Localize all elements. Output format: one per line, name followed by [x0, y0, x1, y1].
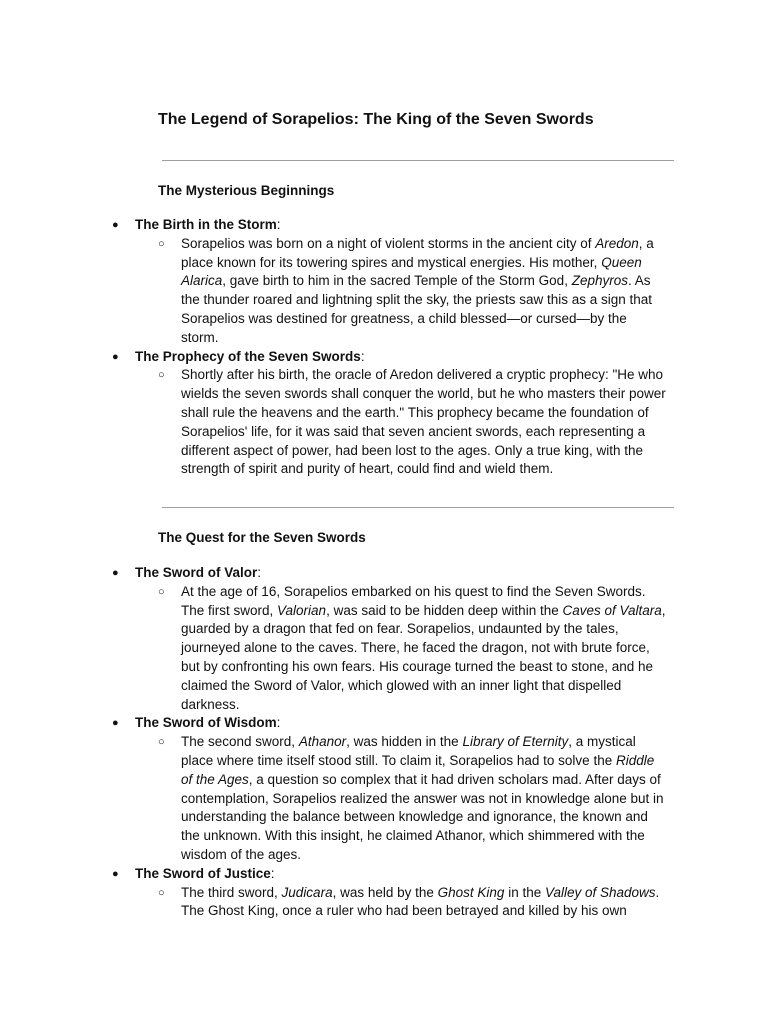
text-run: understanding the balance between knowledge and ignorance, the known and	[181, 809, 648, 825]
section-list	[0, 564, 768, 921]
list-item	[0, 216, 768, 235]
text-run: Sorapelios was destined for greatness, a child blessed—or cursed—by the	[181, 310, 627, 326]
emphasis-text: Alarica	[181, 273, 223, 289]
text-run: shall rule the heavens and the earth." This prophecy became the foundation of	[181, 404, 649, 420]
item-separator: :	[257, 565, 262, 580]
document-title: The Legend of Sorapelios: The King of the Seven Swords	[158, 111, 594, 128]
bullet-icon: ●	[112, 219, 119, 231]
text-run: place known for its towering spires and mystical energies. His mother,	[181, 254, 602, 270]
item-description	[181, 235, 686, 348]
text-run: guarded by a dragon that fed on fear. Sorapelios, undaunted by the tales,	[181, 621, 619, 637]
bullet-icon: ●	[112, 567, 119, 579]
text-run: The third sword,	[181, 884, 282, 900]
text-run: place where time itself stood still. To claim it, Sorapelios had to solve the	[181, 752, 616, 768]
text-run: wields the seven swords shall conquer the world, but he who masters their power	[181, 386, 666, 402]
section-heading: The Quest for the Seven Swords	[158, 530, 366, 545]
item-title: The Sword of Valor	[135, 565, 258, 580]
text-run: , a mystical	[568, 734, 636, 750]
sub-list-item	[0, 884, 768, 922]
text-run: but by confronting his own fears. His courage turned the beast to stone, and he	[181, 658, 654, 674]
section-list	[0, 216, 768, 479]
text-run: in the	[504, 884, 545, 900]
list-item	[0, 564, 768, 583]
text-run: .	[655, 884, 660, 900]
text-run: Sorapelios' life, for it was said that seven ancient swords, each representing a	[181, 423, 646, 439]
text-run: , a	[638, 235, 654, 251]
text-run: , a question so complex that it had driven scholars mad. After days of	[248, 771, 661, 787]
horizontal-rule	[162, 507, 674, 508]
text-run: journeyed alone to the caves. There, he faced the dragon, not with brute force,	[181, 640, 650, 656]
sub-bullet-icon: ○	[158, 585, 165, 598]
sub-bullet-icon: ○	[158, 736, 165, 749]
text-run: darkness.	[181, 696, 240, 712]
emphasis-text: Aredon	[595, 235, 639, 251]
sub-list-item	[0, 366, 768, 479]
emphasis-text: Library of Eternity	[462, 734, 569, 750]
text-run: claimed the Sword of Valor, which glowed with an inner light that dispelled	[181, 677, 622, 693]
item-separator: :	[360, 348, 365, 364]
text-run: strength of spirit and purity of heart, could find and wield them.	[181, 461, 554, 477]
text-run: storm.	[181, 329, 219, 345]
text-run: , was hidden in the	[346, 734, 463, 750]
text-run: The Ghost King, once a ruler who had been betrayed and killed by his own	[181, 903, 627, 919]
text-run: ,	[661, 602, 666, 618]
emphasis-text: Caves of Valtara	[562, 602, 662, 618]
emphasis-text: Riddle	[615, 752, 655, 768]
text-run: The second sword,	[181, 734, 299, 750]
list-item	[0, 714, 768, 733]
text-run: different aspect of power, had been lost to the ages. Only a true king, with the	[181, 442, 644, 458]
item-title: The Birth in the Storm	[135, 217, 277, 232]
item-title: The Sword of Wisdom	[135, 715, 277, 731]
item-title: The Prophecy of the Seven Swords	[135, 348, 361, 364]
item-separator: :	[276, 217, 281, 232]
text-run: wisdom of the ages.	[181, 846, 302, 862]
text-run: the thunder roared and lightning split the sky, the priests saw this as a sign that	[181, 292, 653, 308]
text-run: . As	[627, 273, 651, 289]
text-run: At the age of 16, Sorapelios embarked on his quest to find the Seven Swords.	[181, 583, 646, 599]
emphasis-text: Ghost King	[437, 884, 505, 900]
emphasis-text: of the Ages	[181, 771, 249, 787]
text-run: , was said to be hidden deep within the	[326, 602, 563, 618]
bullet-icon: ●	[112, 867, 119, 880]
item-description	[181, 583, 686, 715]
horizontal-rule	[162, 160, 674, 161]
emphasis-text: Queen	[601, 254, 642, 270]
emphasis-text: Judicara	[281, 884, 333, 900]
sub-bullet-icon: ○	[158, 237, 165, 250]
emphasis-text: Valley of Shadows	[544, 884, 656, 900]
sub-list-item	[0, 733, 768, 865]
item-description	[181, 366, 686, 479]
item-title: The Sword of Justice	[135, 865, 271, 881]
item-description	[181, 884, 686, 922]
sub-list-item	[0, 235, 768, 348]
item-separator: :	[276, 715, 281, 731]
text-run: , was held by the	[332, 884, 438, 900]
list-item	[0, 348, 768, 367]
list-item	[0, 865, 768, 884]
bullet-icon: ●	[112, 350, 119, 363]
sub-bullet-icon: ○	[158, 369, 165, 382]
item-description	[181, 733, 686, 865]
sub-bullet-icon: ○	[158, 886, 165, 899]
text-run: contemplation, Sorapelios realized the answer was not in knowledge alone but in	[181, 790, 664, 806]
sub-list-item	[0, 583, 768, 715]
section-heading: The Mysterious Beginnings	[158, 183, 335, 198]
text-run: Shortly after his birth, the oracle of Aredon delivered a cryptic prophecy: "He who	[181, 367, 664, 383]
text-run: Sorapelios was born on a night of violent storms in the ancient city of	[181, 235, 596, 251]
text-run: The first sword,	[181, 602, 278, 618]
text-run: , gave birth to him in the sacred Temple of the Storm God,	[222, 273, 572, 289]
emphasis-text: Zephyros	[571, 273, 628, 289]
item-separator: :	[270, 865, 275, 881]
emphasis-text: Athanor	[298, 734, 347, 750]
emphasis-text: Valorian	[277, 602, 327, 618]
text-run: the unknown. With this insight, he claimed Athanor, which shimmered with the	[181, 828, 645, 844]
bullet-icon: ●	[112, 717, 119, 730]
